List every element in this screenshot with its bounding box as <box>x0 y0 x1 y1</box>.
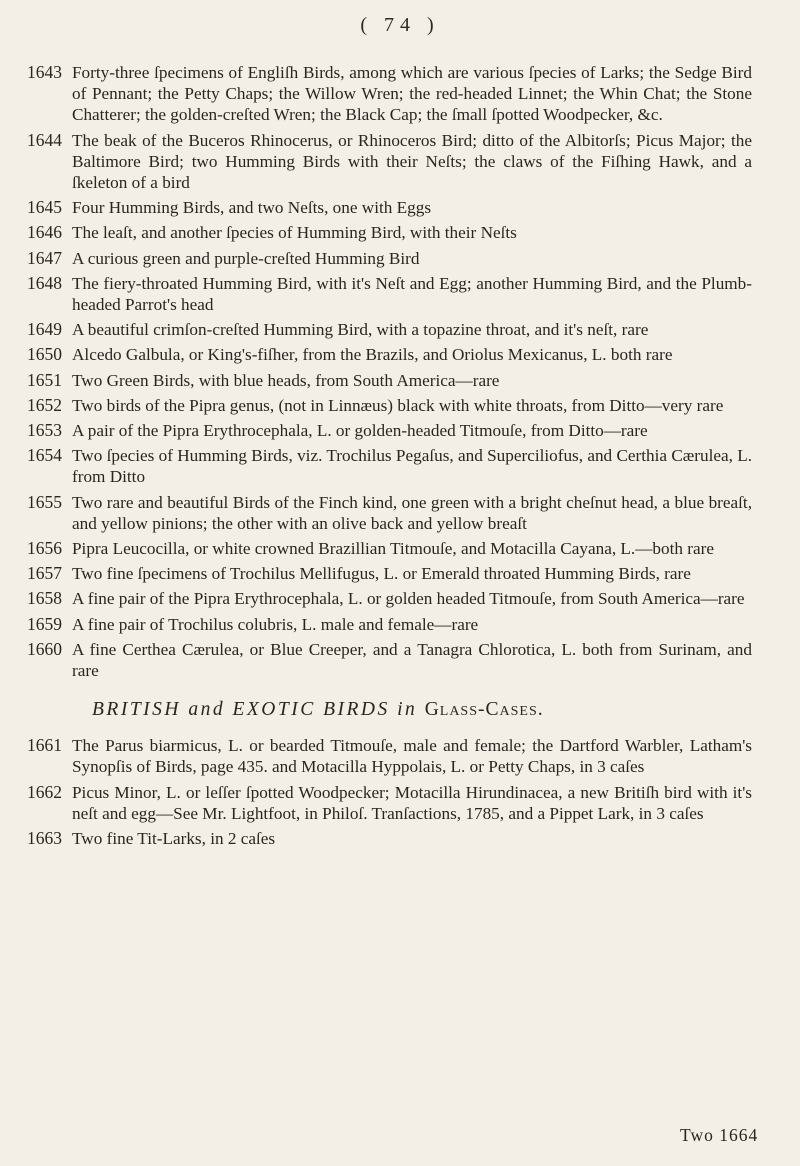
lot-number: 1652 <box>27 394 62 415</box>
lot-entry <box>0 370 800 391</box>
lot-number: 1651 <box>27 369 62 390</box>
lot-description: The Parus biarmicus, L. or bearded Titmouſe, male and female; the Dartford Warbler, Latham's Synopſis of Birds, page 435. and Motacilla Hyppolais, L. or Petty Chaps, in 3 caſes <box>72 736 752 777</box>
lot-description: A curious green and purple-creſted Humming Bird <box>72 248 420 268</box>
lot-number: 1663 <box>27 828 62 849</box>
lot-entry <box>0 588 800 609</box>
lot-description: Forty-three ſpecimens of Engliſh Birds, among which are various ſpecies of Larks; the Sedge Bird of Pennant; the Petty Chaps; the Willow Wren; the red-headed Linnet; the Whin Chat; the Stone Chatterer; the golden-creſted Wren; the Black Cap; the ſmall ſpotted Woodpecker, &c. <box>72 63 752 125</box>
lot-description: Two fine ſpecimens of Trochilus Mellifugus, L. or Emerald throated Humming Birds, rare <box>72 564 691 584</box>
lot-entry <box>0 828 800 849</box>
lot-number: 1650 <box>27 344 62 365</box>
lot-number: 1646 <box>27 222 62 243</box>
lot-entry <box>0 395 800 416</box>
lot-entry <box>0 614 800 635</box>
lot-number: 1659 <box>27 613 62 634</box>
lot-number: 1653 <box>27 420 62 441</box>
lot-description: Alcedo Galbula, or King's-fiſher, from the Brazils, and Oriolus Mexicanus, L. both rare <box>72 345 673 365</box>
lot-entry <box>0 563 800 584</box>
lot-number: 1647 <box>27 247 62 268</box>
lot-number: 1643 <box>27 62 62 82</box>
section-heading <box>0 699 800 721</box>
lot-description: Two fine Tit-Larks, in 2 caſes <box>72 829 276 849</box>
lot-entry <box>0 420 800 441</box>
lot-group-part2 <box>0 735 800 849</box>
lot-description: Two rare and beautiful Birds of the Finch kind, one green with a bright cheſnut head, a blue breaſt, and yellow pinions; the other with an olive back and yellow breaſt <box>72 492 752 533</box>
lot-description: A fine pair of Trochilus colubris, L. male and female—rare <box>72 614 479 634</box>
lot-number: 1656 <box>27 538 62 559</box>
lot-number: 1660 <box>27 638 62 659</box>
lot-description: A fine Certhea Cærulea, or Blue Creeper, and a Tanagra Chlorotica, L. both from Surinam, and rare <box>72 639 752 681</box>
lot-entry <box>0 130 800 194</box>
lot-number: 1648 <box>27 272 62 293</box>
lot-entry <box>0 639 800 681</box>
lot-number: 1657 <box>27 563 62 584</box>
lot-entry <box>0 782 800 824</box>
lot-number: 1649 <box>27 319 62 340</box>
lot-description: Two ſpecies of Humming Birds, viz. Trochilus Pegaſus, and Superciliofus, and Certhia Cærulea, L. from Ditto <box>72 446 753 487</box>
section-heading-suffix: Glass-Cases. <box>424 699 544 721</box>
lot-entry <box>0 319 800 340</box>
lot-entry <box>0 197 800 218</box>
lot-entry <box>0 492 800 534</box>
lot-number: 1662 <box>27 781 62 802</box>
section-heading-main: BRITISH and EXOTIC BIRDS in <box>92 699 418 721</box>
lot-entry <box>0 62 800 126</box>
page-number: ( 74 ) <box>360 14 440 36</box>
lot-entry <box>0 273 800 315</box>
lot-description: Pipra Leucocilla, or white crowned Brazillian Titmouſe, and Motacilla Cayana, L.—both rare <box>72 539 714 559</box>
lot-description: Two Green Birds, with blue heads, from South America—rare <box>72 370 500 390</box>
lot-description: A beautiful crimſon-creſted Humming Bird, with a topazine throat, and it's neſt, rare <box>72 320 649 340</box>
lot-number: 1644 <box>27 129 62 150</box>
lot-entry <box>0 222 800 243</box>
lot-description: The leaſt, and another ſpecies of Humming Bird, with their Neſts <box>72 223 517 243</box>
lot-entry <box>0 248 800 269</box>
lot-group-part1 <box>0 62 800 681</box>
lot-entry <box>0 344 800 365</box>
lot-description: A pair of the Pipra Erythrocephala, L. or golden-headed Titmouſe, from Ditto—rare <box>72 421 648 441</box>
lot-description: Two birds of the Pipra genus, (not in Linnæus) black with white throats, from Ditto—very rare <box>72 395 724 415</box>
lot-number: 1661 <box>27 735 62 756</box>
lot-entry <box>0 735 800 777</box>
lot-description: The fiery-throated Humming Bird, with it's Neſt and Egg; another Humming Bird, and the Plumb-headed Parrot's head <box>72 273 752 315</box>
lot-list <box>0 62 800 853</box>
lot-number: 1645 <box>27 197 62 218</box>
lot-entry <box>0 445 800 487</box>
lot-number: 1655 <box>27 491 62 512</box>
lot-description: A fine pair of the Pipra Erythrocephala, L. or golden headed Titmouſe, from South America—rare <box>72 589 745 609</box>
lot-description: The beak of the Buceros Rhinocerus, or Rhinoceros Bird; ditto of the Albitorſs; Picus Major; the Baltimore Bird; two Humming Birds with their Neſts; the claws of the Fiſhing Hawk, and a ſkeleton of a bird <box>72 130 752 193</box>
lot-description: Picus Minor, L. or leſſer ſpotted Woodpecker; Motacilla Hirundinacea, a new Britiſh bird with it's neſt and egg—See Mr. Lightfoot, in Philoſ. Tranſactions, 1785, and a Pippet Lark, in 3 caſes <box>72 782 752 823</box>
lot-description: Four Humming Birds, and two Neſts, one with Eggs <box>72 198 432 218</box>
catchword: Two 1664 <box>680 1125 759 1145</box>
lot-entry <box>0 538 800 559</box>
lot-number: 1658 <box>27 588 62 609</box>
lot-number: 1654 <box>27 445 62 466</box>
